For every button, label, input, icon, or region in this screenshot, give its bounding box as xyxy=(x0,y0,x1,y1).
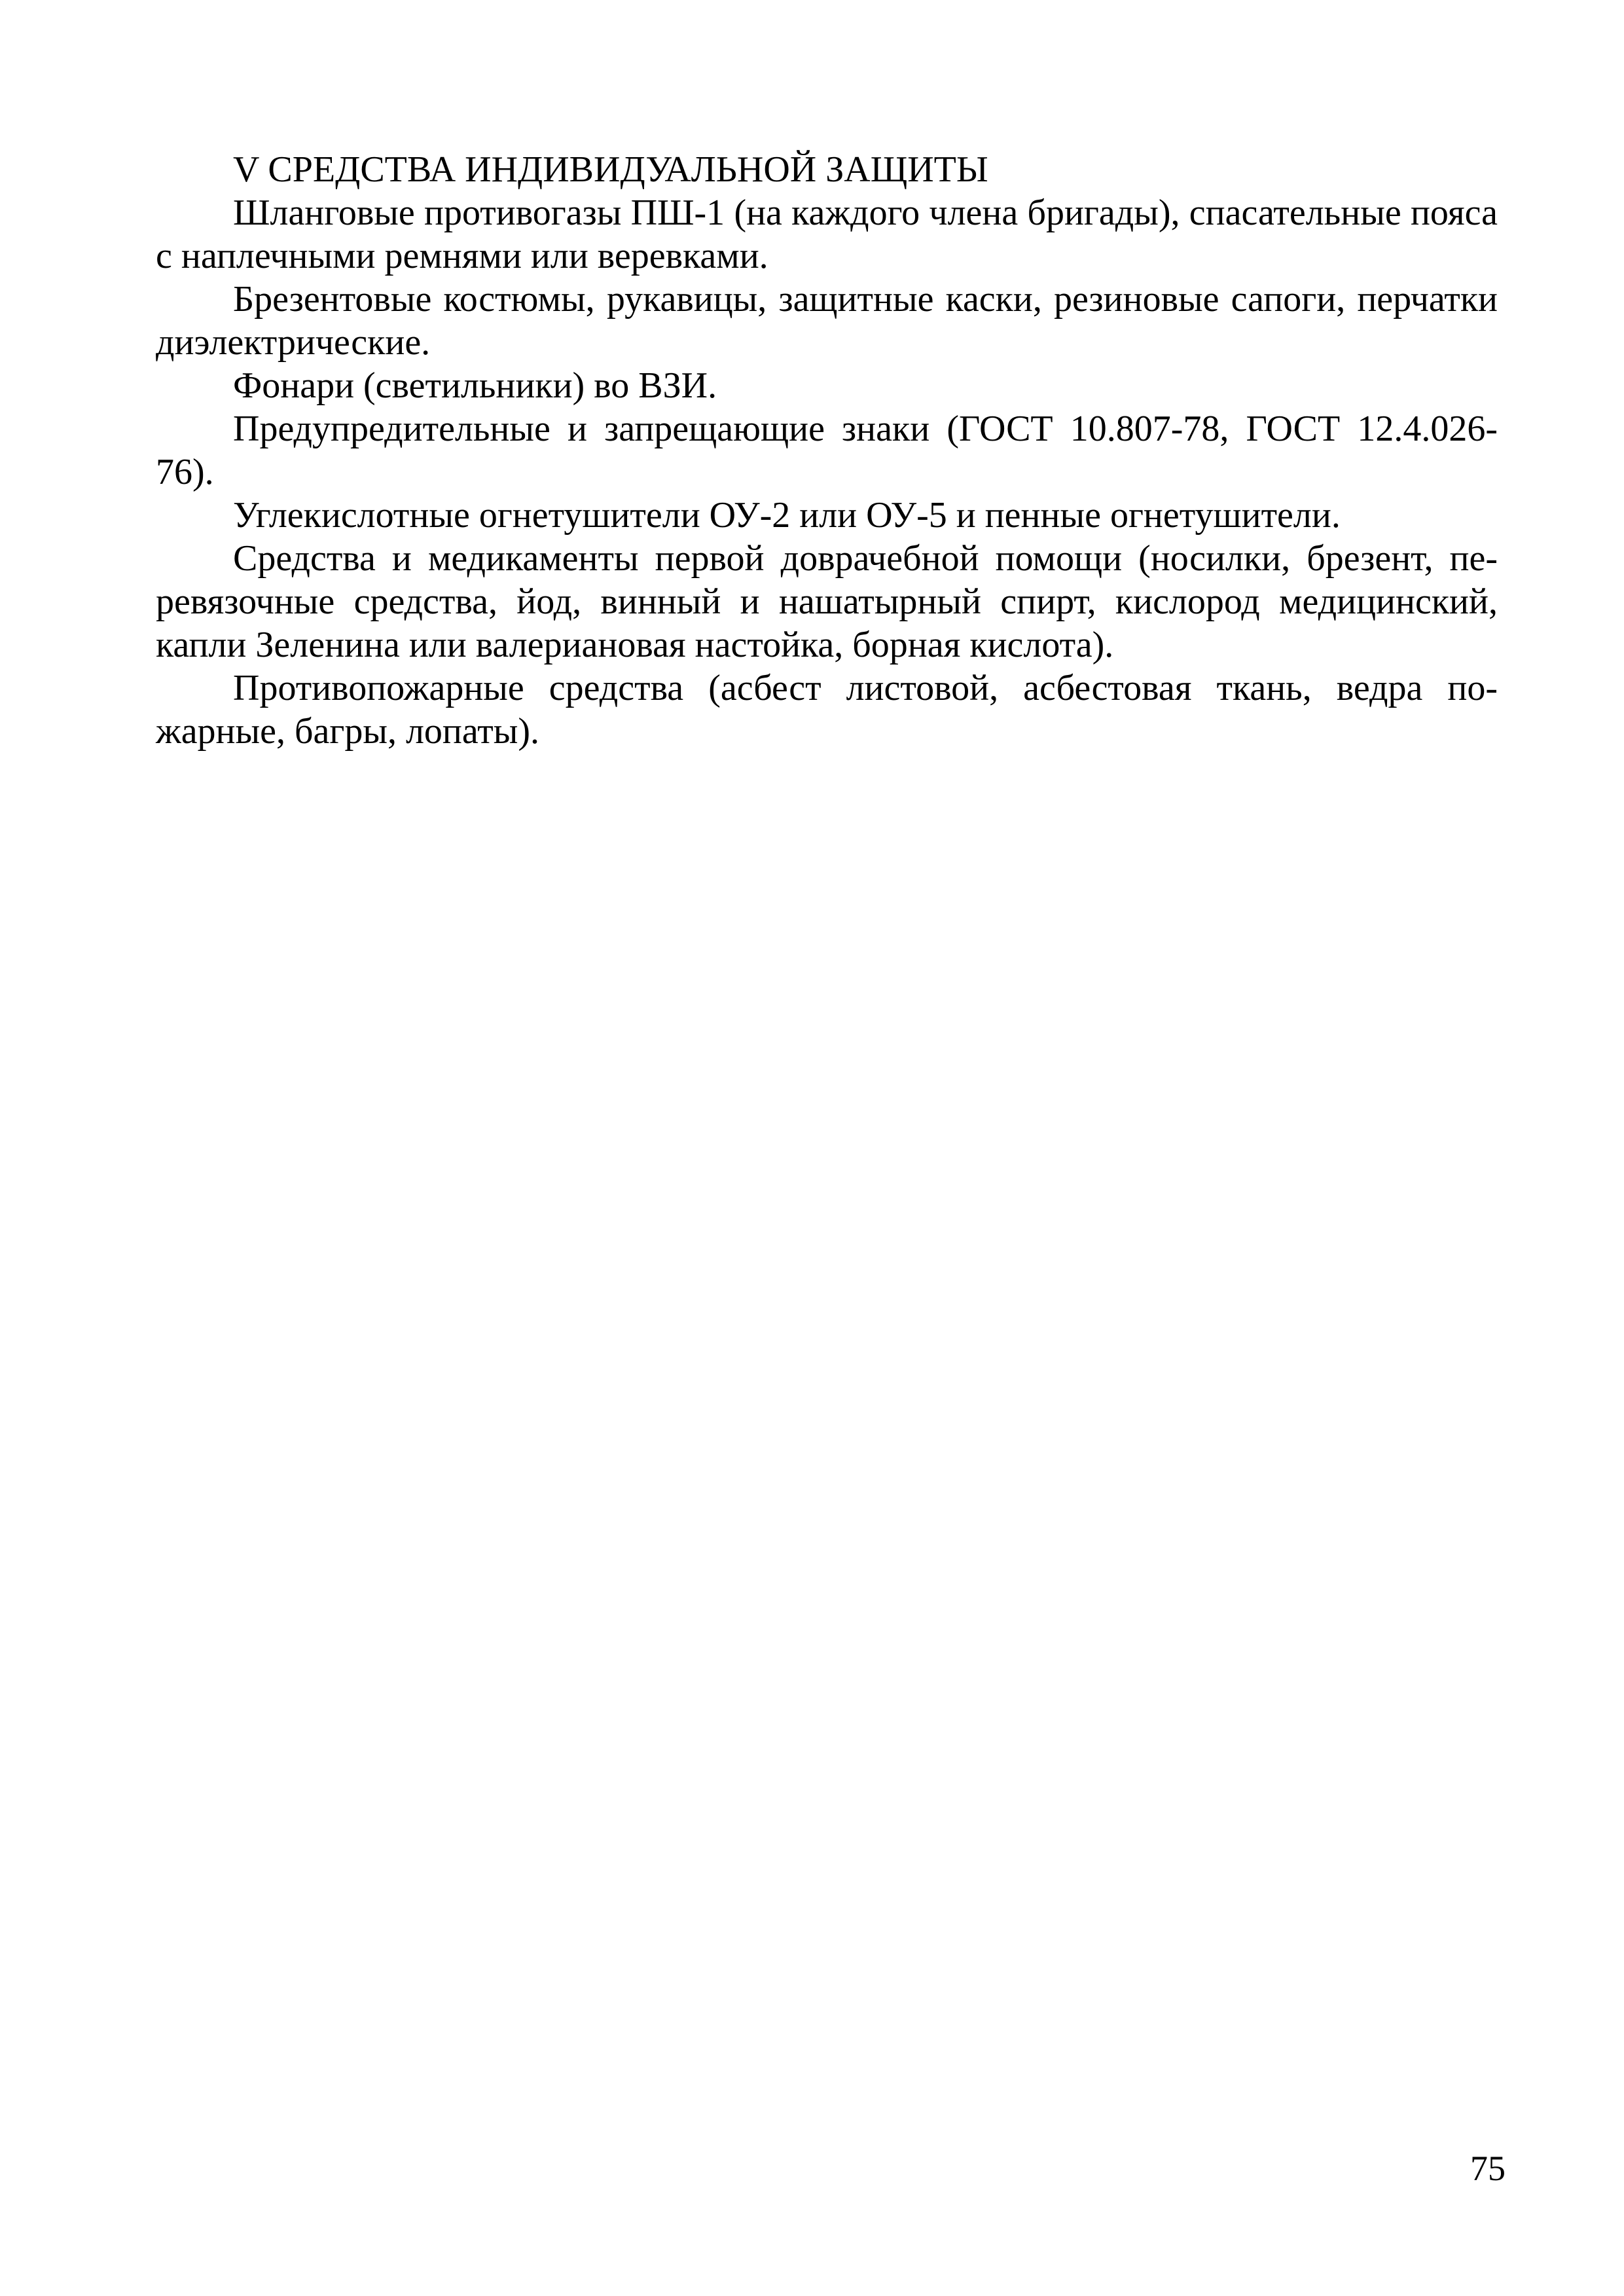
paragraph-extinguishers: Углекислотные огнетушители ОУ-2 или ОУ-5 и пенные огнетушители. xyxy=(233,495,1341,536)
section-heading: V СРЕДСТВА ИНДИВИДУАЛЬНОЙ ЗАЩИТЫ xyxy=(233,149,988,190)
page-number: 75 xyxy=(1470,2149,1506,2188)
paragraph-fire-fighting: Противопожарные средства (асбест листовой, асбестовая ткань, ведра пожарные, багры, лопаты). xyxy=(156,668,1498,752)
paragraph-warning-signs: Предупредительные и запрещающие знаки (ГОСТ 10.807-78, ГОСТ 12.4.026-​76). xyxy=(156,409,1498,492)
paragraph-first-aid: Средства и медикаменты первой доврачебной помощи (носилки, брезент, перевязочные средства, йод, винный и нашатырный спирт, кислород медицинский, капли Зеленина или валериановая настойка, борная кислота). xyxy=(156,538,1498,665)
paragraph-protective-clothing: Брезентовые костюмы, рукавицы, защитные каски, резиновые сапоги, перчатки диэлектрические. xyxy=(156,279,1498,363)
body-text xyxy=(156,148,1498,753)
paragraph-hose-gas-masks: Шланговые противогазы ПШ-1 (на каждого члена бригады), спасательные пояса с наплечными ремнями или веревками. xyxy=(156,192,1498,276)
paragraph-lamps: Фонари (светильники) во ВЗИ. xyxy=(233,365,717,406)
